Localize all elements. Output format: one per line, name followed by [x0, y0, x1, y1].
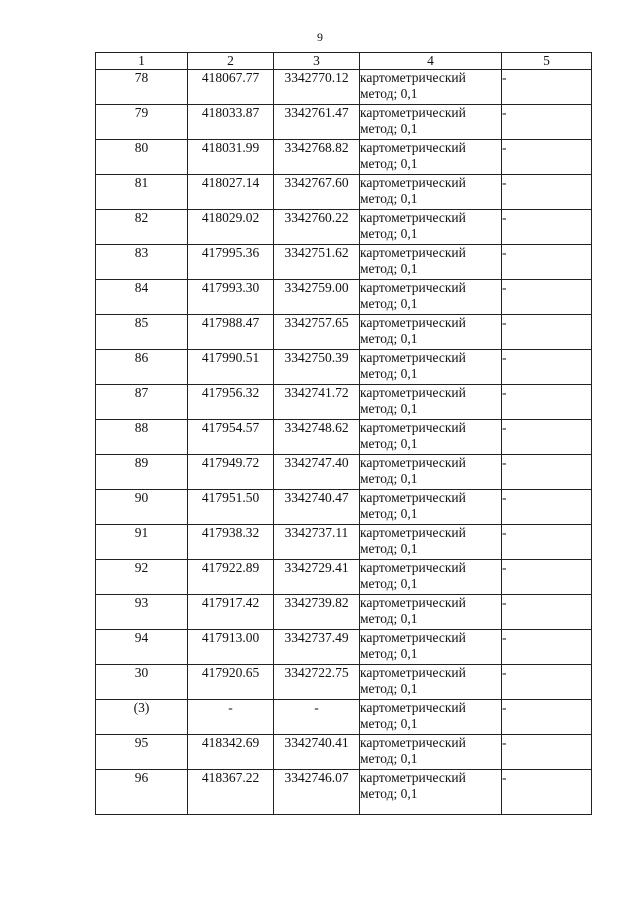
method-line-1: картометрический	[360, 525, 466, 540]
point-number-cell: 79	[96, 105, 188, 140]
y-coordinate-cell: 3342737.11	[274, 525, 360, 560]
y-coordinate-cell: 3342748.62	[274, 420, 360, 455]
extra-cell: -	[502, 770, 592, 815]
y-coordinate-cell: 3342741.72	[274, 385, 360, 420]
method-line-2: метод; 0,1	[360, 716, 418, 731]
table-row	[96, 350, 592, 385]
y-coordinate-cell: 3342739.82	[274, 595, 360, 630]
x-coordinate-cell: 418027.14	[188, 175, 274, 210]
method-line-2: метод; 0,1	[360, 436, 418, 451]
x-coordinate-cell: 417954.57	[188, 420, 274, 455]
method-line-2: метод; 0,1	[360, 261, 418, 276]
x-coordinate-cell: 418031.99	[188, 140, 274, 175]
method-cell	[360, 105, 502, 140]
y-coordinate-cell: 3342757.65	[274, 315, 360, 350]
table-row	[96, 490, 592, 525]
y-coordinate-cell: 3342759.00	[274, 280, 360, 315]
method-line-1: картометрический	[360, 490, 466, 505]
table-row	[96, 735, 592, 770]
method-line-2: метод; 0,1	[360, 471, 418, 486]
x-coordinate-cell: 418367.22	[188, 770, 274, 815]
extra-cell: -	[502, 210, 592, 245]
method-cell	[360, 385, 502, 420]
extra-cell: -	[502, 420, 592, 455]
method-line-1: картометрический	[360, 245, 466, 260]
x-coordinate-cell: 417993.30	[188, 280, 274, 315]
table-row	[96, 420, 592, 455]
table-row	[96, 595, 592, 630]
y-coordinate-cell: 3342761.47	[274, 105, 360, 140]
method-cell	[360, 700, 502, 735]
method-line-1: картометрический	[360, 315, 466, 330]
method-line-1: картометрический	[360, 665, 466, 680]
method-line-1: картометрический	[360, 280, 466, 295]
point-number-cell: 82	[96, 210, 188, 245]
method-line-1: картометрический	[360, 735, 466, 750]
method-line-1: картометрический	[360, 700, 466, 715]
table-row	[96, 770, 592, 815]
method-cell	[360, 420, 502, 455]
table-row	[96, 245, 592, 280]
method-cell	[360, 735, 502, 770]
table-row	[96, 630, 592, 665]
method-line-1: картометрический	[360, 595, 466, 610]
header-col-3: 3	[274, 53, 360, 70]
x-coordinate-cell: 418029.02	[188, 210, 274, 245]
method-cell	[360, 560, 502, 595]
point-number-cell: 93	[96, 595, 188, 630]
extra-cell: -	[502, 245, 592, 280]
x-coordinate-cell: 417990.51	[188, 350, 274, 385]
x-coordinate-cell: 417938.32	[188, 525, 274, 560]
x-coordinate-cell: 417951.50	[188, 490, 274, 525]
point-number-cell: 83	[96, 245, 188, 280]
y-coordinate-cell: 3342767.60	[274, 175, 360, 210]
method-line-2: метод; 0,1	[360, 331, 418, 346]
method-line-2: метод; 0,1	[360, 401, 418, 416]
method-cell	[360, 350, 502, 385]
table-row	[96, 175, 592, 210]
x-coordinate-cell: -	[188, 700, 274, 735]
y-coordinate-cell: 3342750.39	[274, 350, 360, 385]
x-coordinate-cell: 417988.47	[188, 315, 274, 350]
method-line-1: картометрический	[360, 70, 466, 85]
table-row	[96, 455, 592, 490]
extra-cell: -	[502, 665, 592, 700]
x-coordinate-cell: 417913.00	[188, 630, 274, 665]
x-coordinate-cell: 418033.87	[188, 105, 274, 140]
point-number-cell: 91	[96, 525, 188, 560]
method-line-1: картометрический	[360, 210, 466, 225]
method-line-1: картометрический	[360, 350, 466, 365]
header-col-5: 5	[502, 53, 592, 70]
point-number-cell: 81	[96, 175, 188, 210]
method-line-2: метод; 0,1	[360, 156, 418, 171]
x-coordinate-cell: 417995.36	[188, 245, 274, 280]
extra-cell: -	[502, 455, 592, 490]
point-number-cell: 30	[96, 665, 188, 700]
method-line-1: картометрический	[360, 630, 466, 645]
method-cell	[360, 140, 502, 175]
x-coordinate-cell: 417920.65	[188, 665, 274, 700]
y-coordinate-cell: 3342751.62	[274, 245, 360, 280]
extra-cell: -	[502, 525, 592, 560]
point-number-cell: 80	[96, 140, 188, 175]
point-number-cell: 95	[96, 735, 188, 770]
extra-cell: -	[502, 105, 592, 140]
extra-cell: -	[502, 385, 592, 420]
point-number-cell: 86	[96, 350, 188, 385]
table-row	[96, 315, 592, 350]
method-line-1: картометрический	[360, 105, 466, 120]
method-line-2: метод; 0,1	[360, 366, 418, 381]
table-row	[96, 385, 592, 420]
table-row	[96, 280, 592, 315]
point-number-cell: 89	[96, 455, 188, 490]
page-number: 9	[317, 30, 323, 44]
y-coordinate-cell: 3342737.49	[274, 630, 360, 665]
y-coordinate-cell: 3342740.47	[274, 490, 360, 525]
method-line-2: метод; 0,1	[360, 681, 418, 696]
method-line-1: картометрический	[360, 455, 466, 470]
extra-cell: -	[502, 70, 592, 105]
extra-cell: -	[502, 630, 592, 665]
extra-cell: -	[502, 280, 592, 315]
point-number-cell: 92	[96, 560, 188, 595]
method-line-1: картометрический	[360, 560, 466, 575]
coordinates-table	[95, 52, 592, 815]
method-line-2: метод; 0,1	[360, 86, 418, 101]
table-row	[96, 105, 592, 140]
method-line-2: метод; 0,1	[360, 541, 418, 556]
y-coordinate-cell: 3342740.41	[274, 735, 360, 770]
extra-cell: -	[502, 175, 592, 210]
method-line-1: картометрический	[360, 770, 466, 785]
point-number-cell: 87	[96, 385, 188, 420]
table-header-row	[96, 53, 592, 70]
header-col-1: 1	[96, 53, 188, 70]
point-number-cell: 94	[96, 630, 188, 665]
y-coordinate-cell: 3342746.07	[274, 770, 360, 815]
point-number-cell: 90	[96, 490, 188, 525]
extra-cell: -	[502, 490, 592, 525]
method-line-2: метод; 0,1	[360, 786, 418, 801]
header-col-4: 4	[360, 53, 502, 70]
method-line-2: метод; 0,1	[360, 751, 418, 766]
point-number-cell: 78	[96, 70, 188, 105]
extra-cell: -	[502, 595, 592, 630]
method-line-2: метод; 0,1	[360, 506, 418, 521]
y-coordinate-cell: -	[274, 700, 360, 735]
y-coordinate-cell: 3342770.12	[274, 70, 360, 105]
y-coordinate-cell: 3342760.22	[274, 210, 360, 245]
extra-cell: -	[502, 700, 592, 735]
extra-cell: -	[502, 140, 592, 175]
method-line-1: картометрический	[360, 175, 466, 190]
method-line-2: метод; 0,1	[360, 611, 418, 626]
method-cell	[360, 175, 502, 210]
method-line-2: метод; 0,1	[360, 576, 418, 591]
table-row	[96, 210, 592, 245]
method-cell	[360, 210, 502, 245]
method-line-2: метод; 0,1	[360, 121, 418, 136]
x-coordinate-cell: 417917.42	[188, 595, 274, 630]
method-cell	[360, 525, 502, 560]
method-cell	[360, 455, 502, 490]
method-cell	[360, 280, 502, 315]
table-row	[96, 700, 592, 735]
table-row	[96, 560, 592, 595]
method-line-2: метод; 0,1	[360, 646, 418, 661]
x-coordinate-cell: 417922.89	[188, 560, 274, 595]
x-coordinate-cell: 417956.32	[188, 385, 274, 420]
x-coordinate-cell: 418342.69	[188, 735, 274, 770]
method-cell	[360, 490, 502, 525]
y-coordinate-cell: 3342768.82	[274, 140, 360, 175]
method-cell	[360, 595, 502, 630]
extra-cell: -	[502, 350, 592, 385]
point-number-cell: (3)	[96, 700, 188, 735]
method-line-1: картометрический	[360, 140, 466, 155]
point-number-cell: 85	[96, 315, 188, 350]
method-cell	[360, 315, 502, 350]
header-col-2: 2	[188, 53, 274, 70]
table-row	[96, 140, 592, 175]
method-line-1: картометрический	[360, 385, 466, 400]
point-number-cell: 88	[96, 420, 188, 455]
method-cell	[360, 665, 502, 700]
y-coordinate-cell: 3342747.40	[274, 455, 360, 490]
method-line-2: метод; 0,1	[360, 296, 418, 311]
extra-cell: -	[502, 735, 592, 770]
method-cell	[360, 770, 502, 815]
table-row	[96, 70, 592, 105]
x-coordinate-cell: 417949.72	[188, 455, 274, 490]
method-cell	[360, 70, 502, 105]
table-row	[96, 665, 592, 700]
point-number-cell: 84	[96, 280, 188, 315]
method-cell	[360, 245, 502, 280]
method-line-2: метод; 0,1	[360, 191, 418, 206]
extra-cell: -	[502, 560, 592, 595]
table-row	[96, 525, 592, 560]
method-line-2: метод; 0,1	[360, 226, 418, 241]
point-number-cell: 96	[96, 770, 188, 815]
method-line-1: картометрический	[360, 420, 466, 435]
x-coordinate-cell: 418067.77	[188, 70, 274, 105]
y-coordinate-cell: 3342729.41	[274, 560, 360, 595]
extra-cell: -	[502, 315, 592, 350]
y-coordinate-cell: 3342722.75	[274, 665, 360, 700]
method-cell	[360, 630, 502, 665]
